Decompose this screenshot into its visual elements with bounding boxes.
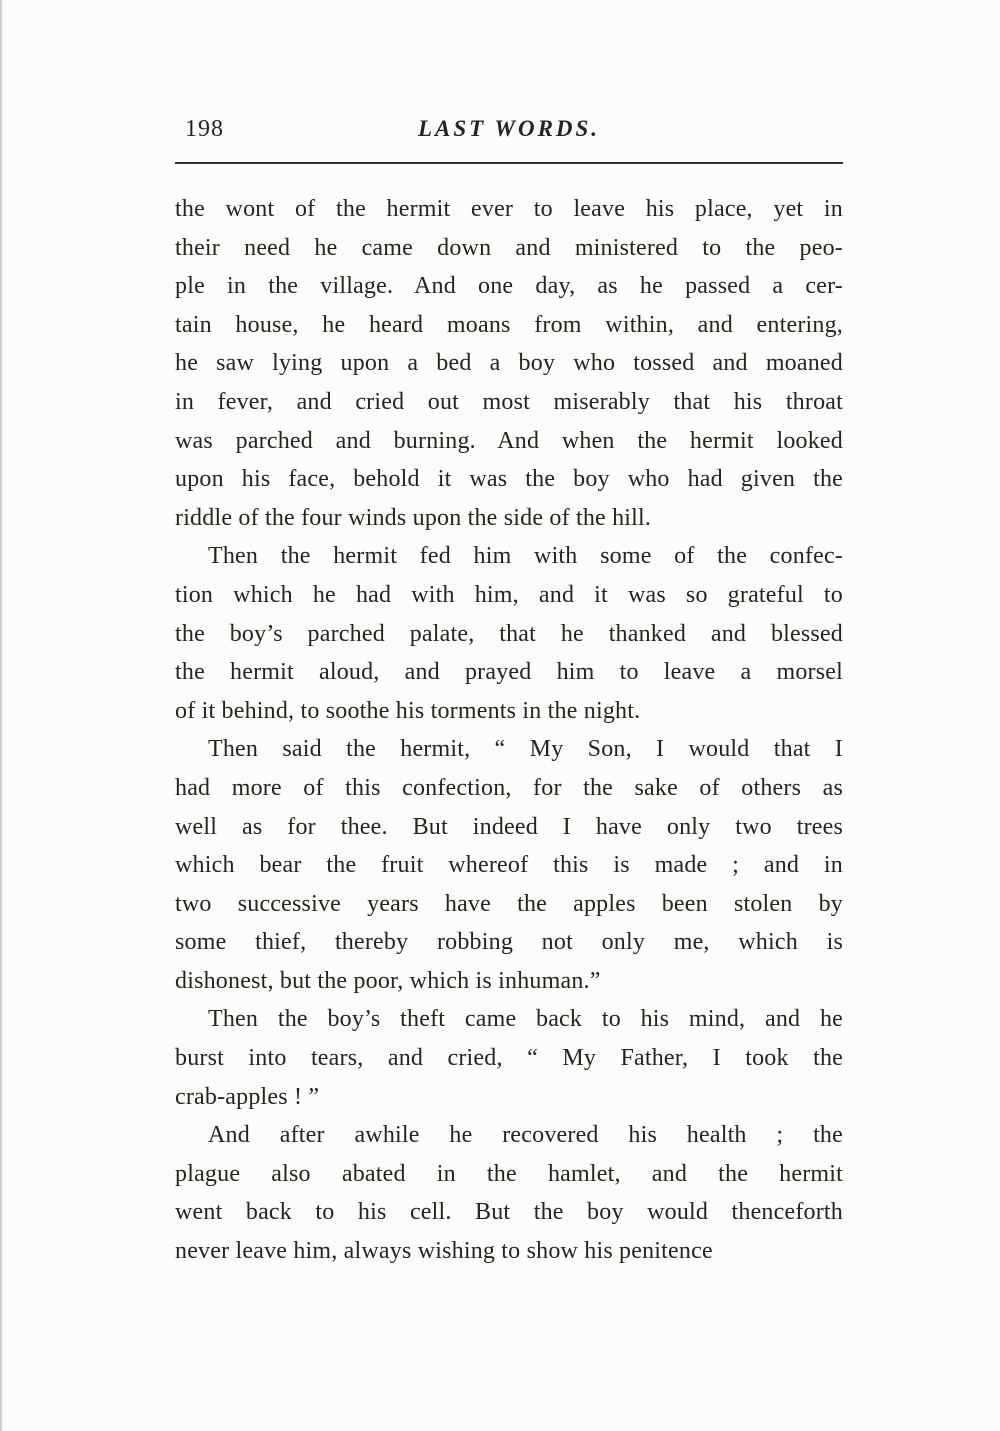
text-line: upon his face, behold it was the boy who had given the: [175, 466, 843, 493]
text-line: riddle of the four winds upon the side of the hill.: [175, 504, 652, 531]
text-line: plague also abated in the hamlet, and the hermit: [175, 1160, 843, 1187]
paragraph: [175, 730, 843, 1000]
text-line: And after awhile he recovered his health ; the: [208, 1122, 843, 1149]
text-line: ple in the village. And one day, as he passed a cer-: [175, 273, 843, 300]
text-line: was parched and burning. And when the hermit looked: [175, 427, 843, 454]
scan-edge-shadow: [0, 0, 3, 1431]
text-line: well as for thee. But indeed I have only two trees: [175, 813, 843, 840]
paragraph: [175, 1116, 843, 1270]
text-line: the boy’s parched palate, that he thanked and blessed: [175, 620, 843, 647]
page-content: [175, 112, 843, 1271]
text-line: some thief, thereby robbing not only me, which is: [175, 929, 843, 956]
header-rule: [175, 162, 843, 164]
text-line: burst into tears, and cried, “ My Father, I took the: [175, 1045, 843, 1072]
text-line: never leave him, always wishing to show his penitence: [175, 1238, 713, 1265]
text-line: of it behind, to soothe his torments in the night.: [175, 697, 641, 724]
text-line: two successive years have the apples been stolen by: [175, 890, 843, 917]
text-line: he saw lying upon a bed a boy who tossed and moaned: [175, 350, 843, 377]
text-line: went back to his cell. But the boy would thenceforth: [175, 1199, 843, 1226]
text-line: Then said the hermit, “ My Son, I would that I: [208, 736, 843, 763]
page-number: 198: [185, 116, 224, 142]
text-line: tain house, he heard moans from within, and entering,: [175, 311, 843, 338]
text-block: [175, 190, 843, 1271]
text-line: the hermit aloud, and prayed him to leave a morsel: [175, 659, 843, 686]
page-header: [175, 112, 843, 150]
text-line: had more of this confection, for the sake of others as: [175, 774, 843, 801]
running-header-title: LAST WORDS.: [417, 116, 601, 141]
text-line: dishonest, but the poor, which is inhuman.”: [175, 967, 601, 994]
text-line: tion which he had with him, and it was so grateful to: [175, 581, 843, 608]
text-line: Then the boy’s theft came back to his mind, and he: [208, 1006, 843, 1033]
text-line: in fever, and cried out most miserably that his throat: [175, 388, 843, 415]
paragraph: [175, 190, 843, 537]
text-line: Then the hermit fed him with some of the confec-: [208, 543, 843, 570]
paragraph: [175, 1000, 843, 1116]
text-line: which bear the fruit whereof this is made ; and in: [175, 852, 843, 879]
paragraph: [175, 537, 843, 730]
text-line: crab-apples ! ”: [175, 1083, 320, 1110]
text-line: the wont of the hermit ever to leave his place, yet in: [175, 196, 843, 222]
text-line: their need he came down and ministered to the peo-: [175, 234, 843, 261]
